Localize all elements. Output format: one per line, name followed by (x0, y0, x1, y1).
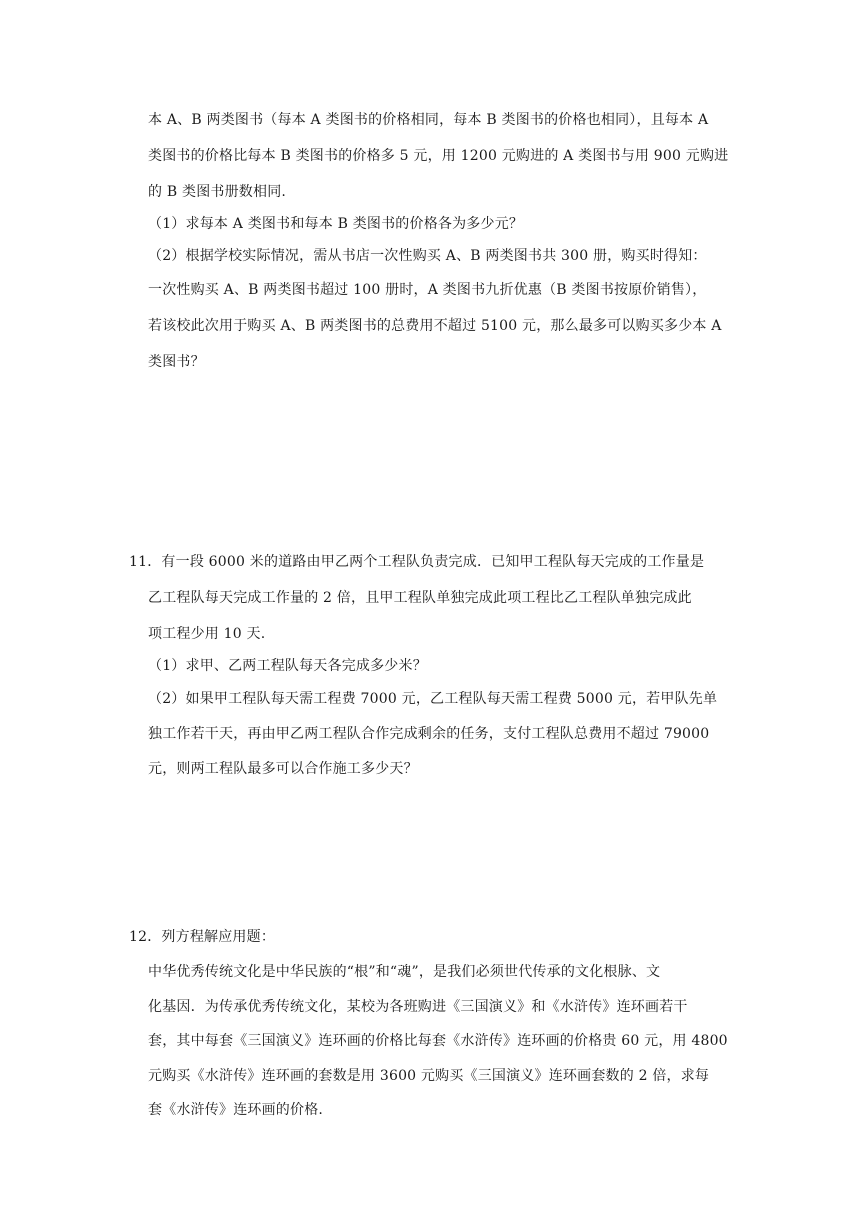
q10-part-2-line-1: （2）根据学校实际情况，需从书店一次性购买 A、B 两类图书共 300 册，购买时得知： (148, 248, 707, 264)
q10-part-1: （1）求每本 A 类图书和每本 B 类图书的价格各为多少元？ (148, 216, 524, 232)
q10-line-1: 本 A、B 两类图书（每本 A 类图书的价格相同，每本 B 类图书的价格也相同），且每本 A (148, 112, 709, 128)
q12-line-2: 中华优秀传统文化是中华民族的“根”和“魂”，是我们必须世代传承的文化根脉、文 (148, 964, 661, 980)
q10-line-2: 类图书的价格比每本 B 类图书的价格多 5 元，用 1200 元购进的 A 类图书与用 900 元购进 (148, 148, 729, 164)
q10-part-2-line-4: 类图书？ (148, 354, 205, 370)
q11-part-2-line-3: 元，则两工程队最多可以合作施工多少天？ (148, 761, 418, 777)
q12-line-6: 套《水浒传》连环画的价格. (148, 1102, 324, 1118)
q12-line-3: 化基因．为传承优秀传统文化，某校为各班购进《三国演义》和《水浒传》连环画若干 (148, 999, 688, 1015)
q10-part-2-line-3: 若该校此次用于购买 A、B 两类图书的总费用不超过 5100 元，那么最多可以购买多少本 A (148, 318, 722, 334)
q11-line-3: 项工程少用 10 天. (148, 626, 266, 642)
q12-line-4: 套，其中每套《三国演义》连环画的价格比每套《水浒传》连环画的价格贵 60 元，用 4800 (148, 1033, 728, 1049)
q11-line-1: 11．有一段 6000 米的道路由甲乙两个工程队负责完成．已知甲工程队每天完成的工作量是 (129, 554, 705, 570)
q11-part-1: （1）求甲、乙两工程队每天各完成多少米？ (148, 658, 427, 674)
q12-line-1: 12．列方程解应用题： (129, 929, 276, 945)
q11-part-2-line-1: （2）如果甲工程队每天需工程费 7000 元，乙工程队每天需工程费 5000 元，若甲队先单 (148, 691, 718, 707)
q12-line-5: 元购买《水浒传》连环画的套数是用 3600 元购买《三国演义》连环画套数的 2 倍，求每 (148, 1068, 710, 1084)
q11-part-2-line-2: 独工作若干天，再由甲乙两工程队合作完成剩余的任务，支付工程队总费用不超过 79000 (148, 726, 710, 742)
q10-part-2-line-2: 一次性购买 A、B 两类图书超过 100 册时，A 类图书九折优惠（B 类图书按原价销售）， (148, 282, 707, 298)
q11-line-2: 乙工程队每天完成工作量的 2 倍，且甲工程队单独完成此项工程比乙工程队单独完成此 (148, 590, 692, 606)
q10-line-3: 的 B 类图书册数相同. (148, 184, 287, 200)
